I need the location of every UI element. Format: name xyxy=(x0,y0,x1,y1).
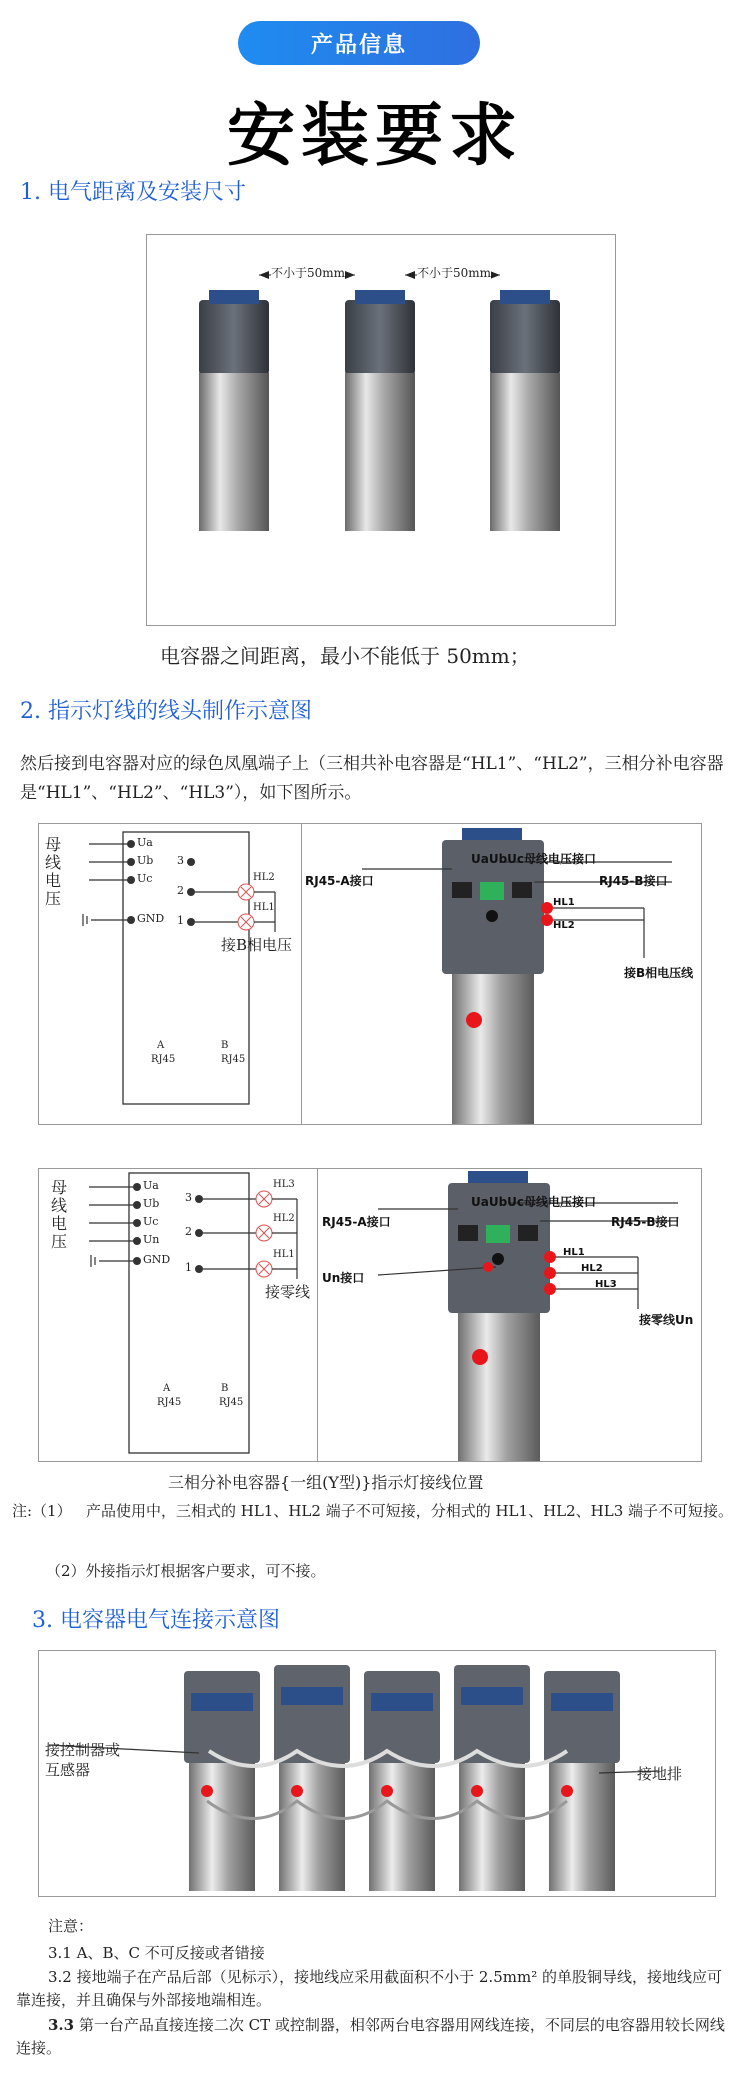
photo-label-rj45-b: RJ45-B接口 xyxy=(611,1215,680,1229)
terminal-label: Uc xyxy=(143,1215,159,1228)
photo-label-rj45-a: RJ45-A接口 xyxy=(305,874,374,888)
terminal-label: Uc xyxy=(137,872,153,885)
spacing-dimension-label: 不小于50mm xyxy=(271,266,346,280)
controller-label-line2: 互感器 xyxy=(45,1761,91,1779)
capacitor-spacing-illustration xyxy=(147,235,615,625)
photo-label-neutral-wire: 接零线Un xyxy=(639,1313,694,1327)
capacitor-unit xyxy=(544,1671,620,1891)
photo-label-rj45-a: RJ45-A接口 xyxy=(322,1215,391,1229)
terminal-number: 2 xyxy=(185,1225,192,1238)
section3-title: 3. 电容器电气连接示意图 xyxy=(32,1608,280,1633)
terminal-label: Ua xyxy=(137,836,153,849)
terminal-label: GND xyxy=(137,912,165,925)
terminal-number: 1 xyxy=(177,914,184,927)
indicator-label: HL1 xyxy=(273,1249,295,1260)
note-prefix: 注:（1） xyxy=(12,1502,72,1520)
attention-label: 注意： xyxy=(48,1917,94,1935)
capacitor-spacing-photo xyxy=(146,234,616,626)
connector-label: RJ45 xyxy=(157,1397,182,1408)
terminal-number: 1 xyxy=(185,1261,192,1274)
terminal-number: 2 xyxy=(177,884,184,897)
schematic-three-phase xyxy=(39,824,301,1124)
connector-label: RJ45 xyxy=(221,1054,246,1065)
page-title: 安装要求 xyxy=(226,97,523,176)
spacing-dimension-label: 不小于50mm xyxy=(417,266,492,280)
capacitor-unit xyxy=(184,1671,260,1891)
terminal-label: Ub xyxy=(137,854,154,867)
connector-label: B xyxy=(221,1040,229,1051)
bus-voltage-label: 母线电压 xyxy=(51,1178,68,1251)
note-3-2: 3.2 接地端子在产品后部（见标示），接地线应采用截面积不小于 2.5mm² 的单股铜导线，接地线应可靠连接，并且确保与外部接地端相连。 xyxy=(16,1968,722,2009)
capacitor-unit xyxy=(490,290,560,531)
wiring-diagram-three-phase xyxy=(38,823,702,1125)
connector-label: A xyxy=(163,1383,171,1394)
capacitor-row-illustration xyxy=(39,1651,715,1896)
capacitor-unit xyxy=(345,290,415,531)
photo-label-hl2: HL2 xyxy=(581,1263,603,1274)
photo-label-hl1: HL1 xyxy=(563,1247,585,1258)
capacitor-connection-photo xyxy=(38,1650,716,1897)
phase-b-label: 接B相电压 xyxy=(221,936,293,954)
section2-paragraph: 然后接到电容器对应的绿色凤凰端子上（三相共补电容器是“HL1”、“HL2”，三相分补电容器是“HL1”、“HL2”、“HL3”），如下图所示。 xyxy=(20,754,724,803)
terminal-label: Ub xyxy=(143,1197,160,1210)
ground-bar-label: 接地排 xyxy=(637,1765,683,1783)
photo-label-phase-b-wire: 接B相电压线 xyxy=(624,966,694,980)
connector-label: RJ45 xyxy=(151,1054,176,1065)
section-badge: 产品信息 xyxy=(238,21,480,65)
note-1: 产品使用中，三相式的 HL1、HL2 端子不可短接，分相式的 HL1、HL2、HL3 端子不可短接。 xyxy=(86,1502,734,1520)
photo-label-rj45-b: RJ45-B接口 xyxy=(599,874,668,888)
note-3-3 xyxy=(16,2014,736,2060)
note-3-1: 3.1 A、B、C 不可反接或者错接 xyxy=(48,1944,265,1962)
connector-label: B xyxy=(221,1383,229,1394)
controller-label-line1: 接控制器或 xyxy=(45,1741,121,1759)
terminal-label: Un xyxy=(143,1233,160,1246)
indicator-label: HL3 xyxy=(273,1179,295,1190)
capacitor-unit xyxy=(364,1671,440,1891)
indicator-label: HL1 xyxy=(253,902,275,913)
section1-title: 1. 电气距离及安装尺寸 xyxy=(20,180,246,205)
wiring-diagram-split-phase xyxy=(38,1168,702,1462)
photo-label-hl2: HL2 xyxy=(553,920,575,931)
photo-label-un-port: Un接口 xyxy=(322,1271,365,1285)
connector-label: RJ45 xyxy=(219,1397,244,1408)
capacitor-unit xyxy=(274,1665,350,1891)
bus-voltage-label: 母线电压 xyxy=(45,835,62,908)
note-2: （2）外接指示灯根据客户要求，可不接。 xyxy=(46,1562,326,1580)
photo-label-hl1: HL1 xyxy=(553,897,575,908)
capacitor-unit xyxy=(454,1665,530,1891)
terminal-number: 3 xyxy=(185,1191,192,1204)
photo-label-hl3: HL3 xyxy=(595,1279,617,1290)
indicator-label: HL2 xyxy=(253,872,275,883)
indicator-label: HL2 xyxy=(273,1213,295,1224)
capacitor-unit xyxy=(199,290,269,531)
note-3-3-number: 3.3 xyxy=(48,2016,75,2034)
terminal-number: 3 xyxy=(177,854,184,867)
photo-label-bus-port: UaUbUc母线电压接口 xyxy=(471,852,597,866)
note-3-3-text: 第一台产品直接连接二次 CT 或控制器，相邻两台电容器用网线连接，不同层的电容器用较长网线连接。 xyxy=(16,2016,725,2057)
section1-caption: 电容器之间距离，最小不能低于 50mm； xyxy=(160,644,530,668)
photo-label-bus-port: UaUbUc母线电压接口 xyxy=(471,1195,597,1209)
connector-label: A xyxy=(157,1040,165,1051)
neutral-label: 接零线 xyxy=(265,1283,311,1301)
section2-caption: 三相分补电容器{一组(Y型)}指示灯接线位置 xyxy=(168,1473,484,1492)
section2-title: 2. 指示灯线的线头制作示意图 xyxy=(20,699,312,724)
terminal-label: Ua xyxy=(143,1179,159,1192)
terminal-label: GND xyxy=(143,1253,171,1266)
